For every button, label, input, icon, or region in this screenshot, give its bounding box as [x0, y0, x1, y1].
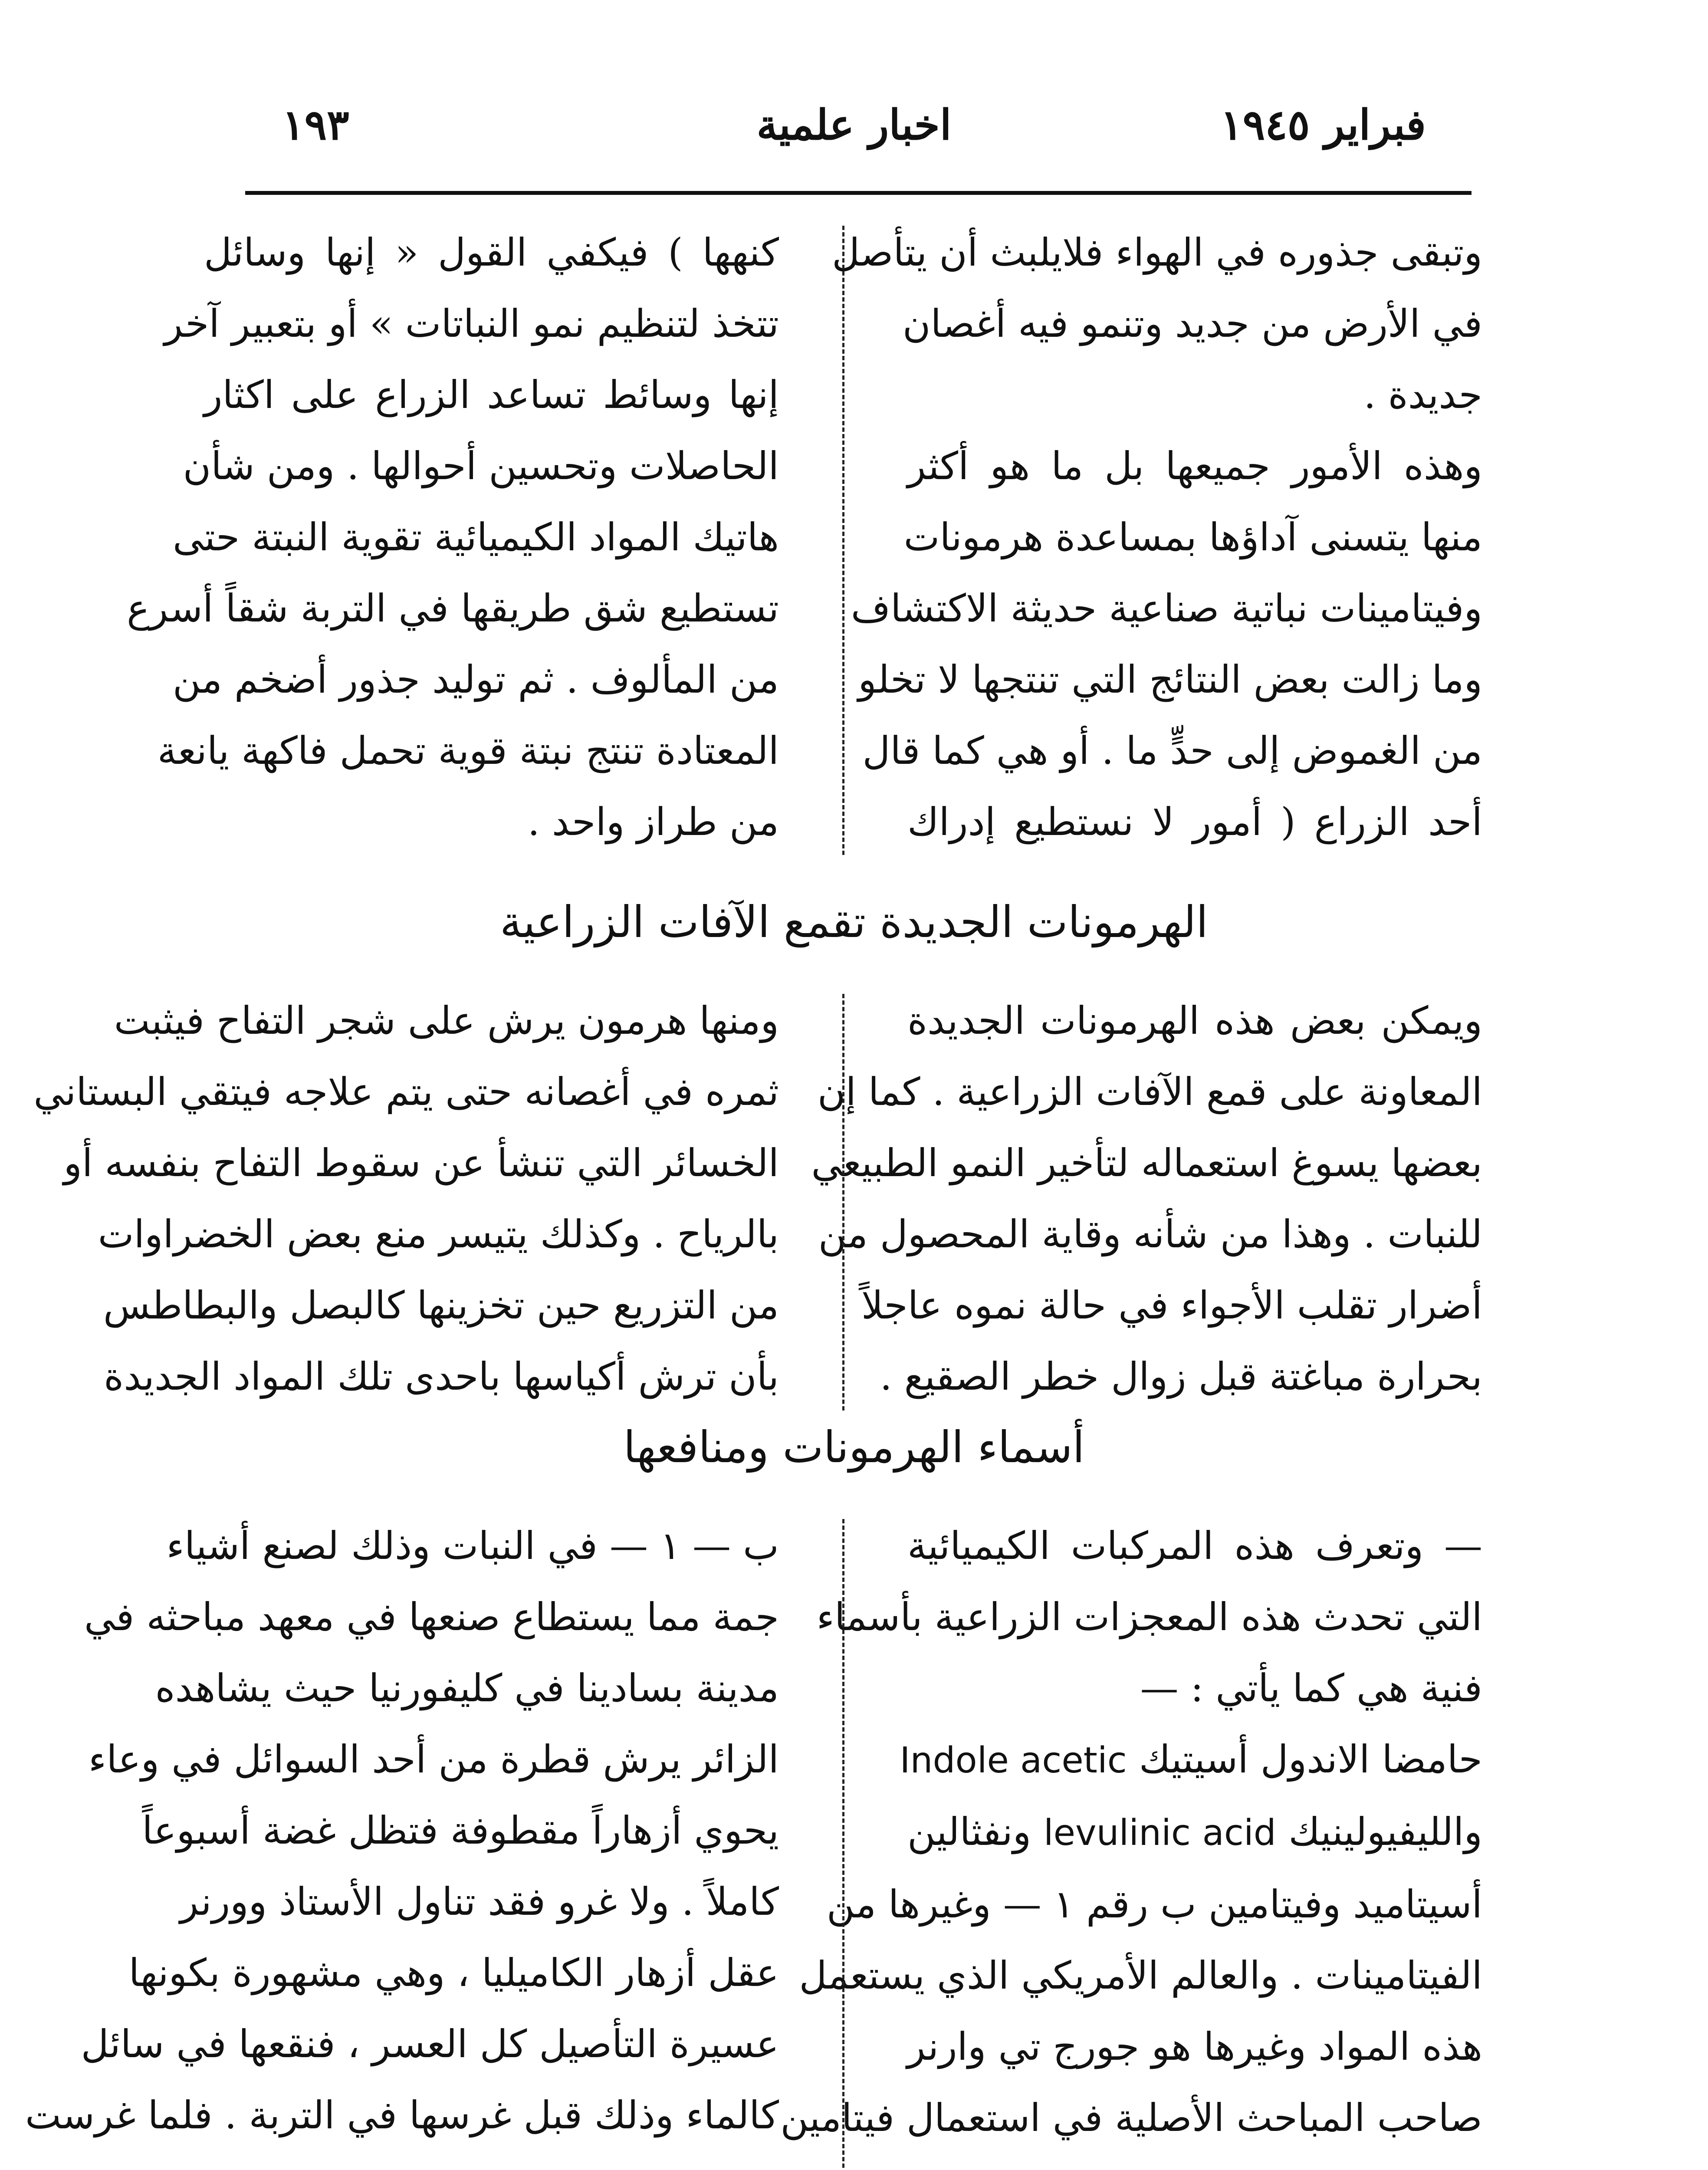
text-line: جديدة .	[1363, 372, 1482, 417]
text-line: تتخذ لتنظيم نمو النباتات » أو بتعبير آخر	[164, 301, 779, 346]
text-line: الفيتامينات . والعالم الأمريكي الذي يستعمل	[799, 1953, 1482, 1998]
text-line: — وتعرف هذه المركبات الكيميائية	[907, 1523, 1482, 1568]
text-line: كالماء وذلك قبل غرسها في التربة . فلما غرست	[25, 2093, 779, 2137]
text-line: وتبقى جذوره في الهواء فلايلبث أن يتأصل	[832, 230, 1482, 275]
text-line: عقل أزهار الكاميليا ، وهي مشهورة بكونها	[128, 1950, 779, 1995]
text-line: الحاصلات وتحسين أحوالها . ومن شأن	[183, 444, 779, 488]
text-line: ومنها هرمون يرش على شجر التفاح فيثبت	[114, 998, 779, 1043]
section-2-left-column	[33, 985, 779, 1412]
text-line	[907, 1796, 1482, 1869]
arabic-term: والليفيولينيك	[1288, 1809, 1482, 1854]
text-line: من طراز واحد .	[527, 799, 779, 844]
text-line: من التزريع حين تخزينها كالبصل والبطاطس	[103, 1283, 779, 1328]
text-line: وما زالت بعض النتائج التي تنتجها لا تخلو	[858, 657, 1482, 702]
latin-term: levulinic acid	[1043, 1812, 1276, 1854]
text-line: وهذه الأمور جميعها بل ما هو أكثر	[907, 444, 1482, 488]
section-3-right-column	[780, 1510, 1482, 2154]
arabic-term: ونفثالين	[907, 1809, 1031, 1854]
text-line: وفيتامينات نباتية صناعية حديثة الاكتشاف	[851, 586, 1482, 631]
section-1	[127, 217, 1482, 864]
text-line: إنها وسائط تساعد الزراع على اكثار	[204, 372, 779, 417]
text-line: من الغموض إلى حدٍّ ما . أو هي كما قال	[862, 728, 1482, 773]
section-2-right-column	[811, 985, 1482, 1412]
text-line: أحد الزراع ( أمور لا نستطيع إدراك	[907, 799, 1482, 844]
text-line: كاملاً . ولا غرو فقد تناول الأستاذ وورنر	[180, 1879, 779, 1924]
text-line: بأن ترش أكياسها باحدى تلك المواد الجديدة	[104, 1354, 779, 1399]
latin-term: Indole acetic	[900, 1740, 1127, 1781]
text-line: في الأرض من جديد وتنمو فيه أغصان	[902, 301, 1482, 346]
text-line: الخسائر التي تنشأ عن سقوط التفاح بنفسه أو	[63, 1141, 779, 1185]
header-date: فبراير ١٩٤٥	[1220, 100, 1426, 149]
text-line: يحوي أزهاراً مقطوفة فتظل غضة أسبوعاً	[142, 1808, 779, 1853]
header-page-number: ١٩٣	[282, 100, 349, 149]
text-line: هاتيك المواد الكيميائية تقوية النبتة حتى	[173, 515, 779, 559]
section-3-left-column	[25, 1510, 779, 2151]
text-line: ب — ١ — في النبات وذلك لصنع أشياء	[166, 1523, 779, 1568]
text-line: كنهها ) فيكفي القول « إنها وسائل	[204, 230, 779, 275]
text-line: التي تحدث هذه المعجزات الزراعية بأسماء	[816, 1595, 1482, 1639]
header-rule	[245, 191, 1472, 195]
column-divider	[842, 994, 847, 1410]
text-line: عسيرة التأصيل كل العسر ، فنقعها في سائل	[81, 2022, 779, 2066]
text-line: ويمكن بعض هذه الهرمونات الجديدة	[907, 998, 1482, 1043]
text-line: الزائر يرش قطرة من أحد السوائل في وعاء	[88, 1737, 779, 1782]
text-line: صاحب المباحث الأصلية في استعمال فيتامين	[780, 2095, 1482, 2140]
text-line: المعتادة تنتج نبتة قوية تحمل فاكهة يانعة	[157, 728, 779, 773]
text-line: ثمره في أغصانه حتى يتم علاجه فيتقي البستاني	[33, 1069, 779, 1114]
subheading: الهرمونات الجديدة تقمع الآفات الزراعية	[500, 897, 1208, 947]
text-line: من المألوف . ثم توليد جذور أضخم من	[172, 657, 779, 702]
text-line: أسيتاميد وفيتامين ب رقم ١ — وغيرها من	[826, 1882, 1482, 1927]
text-line: أضرار تقلب الأجواء في حالة نموه عاجلاً	[861, 1283, 1482, 1328]
header-title: اخبار علمية	[756, 100, 952, 149]
section-3	[25, 1510, 1482, 2170]
text-line: بعضها يسوغ استعماله لتأخير النمو الطبيعي	[811, 1141, 1482, 1185]
text-line: مدينة بسادينا في كليفورنيا حيث يشاهده	[155, 1666, 779, 1710]
text-line	[900, 1724, 1482, 1796]
column-divider	[842, 1519, 847, 2170]
text-line: بالرياح . وكذلك يتيسر منع بعض الخضراوات	[98, 1212, 779, 1256]
column-divider	[842, 226, 847, 855]
text-line: بحرارة مباغتة قبل زوال خطر الصقيع .	[880, 1354, 1482, 1399]
text-line: جمة مما يستطاع صنعها في معهد مباحثه في	[84, 1595, 779, 1639]
text-line: منها يتسنى آداؤها بمساعدة هرمونات	[903, 515, 1482, 559]
section-1-left-column	[127, 217, 779, 858]
text-line: للنبات . وهذا من شأنه وقاية المحصول من	[818, 1212, 1482, 1256]
section-1-right-column	[832, 217, 1482, 858]
section-2	[33, 985, 1482, 1419]
subheading: أسماء الهرمونات ومنافعها	[623, 1422, 1085, 1473]
text-line: فنية هي كما يأتي : —	[1140, 1666, 1482, 1710]
arabic-term: حامضا الاندول أسيتيك	[1139, 1737, 1482, 1782]
text-line: المعاونة على قمع الآفات الزراعية . كما إن	[817, 1069, 1482, 1114]
text-line: تستطيع شق طريقها في التربة شقاً أسرع	[127, 586, 779, 631]
text-line: هذه المواد وغيرها هو جورج تي وارنر	[907, 2024, 1482, 2069]
